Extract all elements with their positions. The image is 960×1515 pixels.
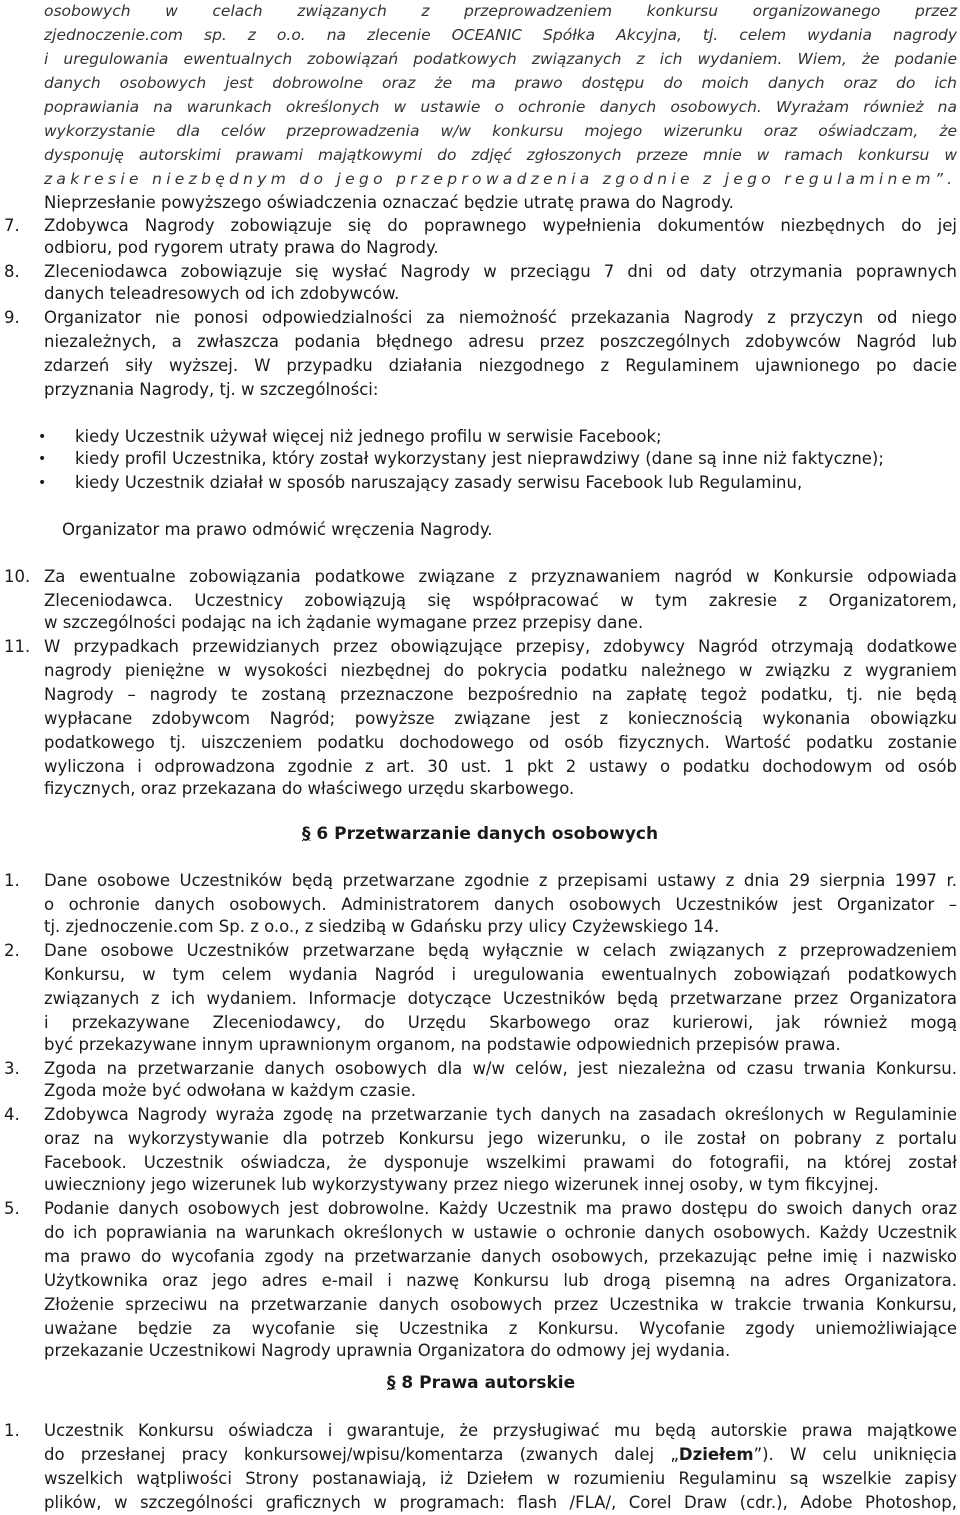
text-line: zdarzeń siły wyższej. W przypadku działania niezgodnego z Regulaminem ujawnionego po dacie xyxy=(44,356,957,375)
text-line: Złożenie sprzeciwu na przetwarzanie danych osobowych przez Uczestnika w trakcie trwania Konkursu, xyxy=(44,1295,957,1314)
defined-term: Dziełem xyxy=(678,1445,754,1464)
text-line: Konkursu, w tym celem wydania Nagród i uregulowania ewentualnych zobowiązań podatkowych xyxy=(44,965,957,984)
list-number: 9. xyxy=(4,308,20,327)
text-line: zjednoczenie.com sp. z o.o. na zlecenie OCEANIC Spółka Akcyjna, tj. celem wydania nagrody xyxy=(44,26,957,44)
list-number: 5. xyxy=(4,1199,20,1218)
text-line: ma prawo do wycofania zgody na przetwarzanie danych osobowych, przekazując pełne imię i nazwisko xyxy=(44,1247,957,1266)
text-line: Zleceniodawca. Uczestnicy zobowiązują się współpracować w tym zakresie z Organizatorem, xyxy=(44,591,957,610)
section-symbol: § xyxy=(302,824,311,844)
text-line: osobowych w celach związanych z przeprowadzeniem konkursu organizowanego przez xyxy=(44,2,957,20)
text-line: niezależnych, a zwłaszcza podania błędnego adresu przez poszczególnych zdobywców Nagród lub xyxy=(44,332,957,351)
list-number: 2. xyxy=(4,941,20,960)
text-line: związanych z ich wydaniem. Informacje dotyczące Uczestników będą przetwarzane przez Organizatora xyxy=(44,989,957,1008)
text-line: zakresie niezbędnym do jego przeprowadzenia zgodnie z jego regulaminem”. xyxy=(44,170,957,188)
text-line: Zdobywca Nagrody zobowiązuje się do poprawnego wypełnienia dokumentów niezbędnych do jej xyxy=(44,216,957,235)
text-line xyxy=(44,1444,957,1466)
text-line: Organizator ma prawo odmówić wręczenia Nagrody. xyxy=(62,520,493,539)
text-line: uważane będzie za wycofanie się Uczestnika z Konkursu. Wycofanie zgody uniemożliwiające xyxy=(44,1319,957,1338)
text-line: danych osobowych jest dobrowolne oraz że ma prawo dostępu do moich danych oraz do ich xyxy=(44,74,957,92)
list-number: 8. xyxy=(4,262,20,281)
text-line: Podanie danych osobowych jest dobrowolne. Każdy Uczestnik ma prawo dostępu do swoich danych oraz xyxy=(44,1199,957,1218)
text-line: danych teleadresowych od ich zdobywców. xyxy=(44,284,400,303)
text-line: Dane osobowe Uczestników będą przetwarzane zgodnie z przepisami ustawy z dnia 29 sierpnia 1997 r. xyxy=(44,871,957,890)
bullet-text: kiedy Uczestnik używał więcej niż jednego profilu w serwisie Facebook; xyxy=(75,427,662,446)
text-line: dysponuję autorskimi prawami majątkowymi do zdjęć zgłoszonych przeze mnie w ramach konkursu w xyxy=(44,146,957,164)
bullet-icon: • xyxy=(38,475,47,491)
bullet-icon: • xyxy=(38,451,47,467)
text-line: odbioru, pod rygorem utraty prawa do Nagrody. xyxy=(44,238,439,257)
text-line: nagrody pieniężne w wysokości niezbędnej do pokrycia podatku należnego w związku z wygraniem xyxy=(44,661,957,680)
text-line: być przekazywane innym uprawnionym organom, na podstawie odpowiednich przepisów prawa. xyxy=(44,1035,841,1054)
text-line: przekazanie Uczestnikowi Nagrody uprawnia Organizatora do odmowy jej wydania. xyxy=(44,1341,731,1360)
text-line: plików, w szczególności graficznych w programach: flash /FLA/, Corel Draw (cdr.), Adobe Photoshop, xyxy=(44,1493,957,1512)
text-line: podatkowego tj. uiszczeniem podatku dochodowego od osób fizycznych. Wartość podatku zostanie xyxy=(44,733,957,752)
text-line: oraz na wykorzystywanie dla potrzeb Konkursu jego wizerunku, o ile został on pobrany z portalu xyxy=(44,1129,957,1148)
section-heading xyxy=(387,1372,575,1394)
text-fragment: do przesłanej pracy konkursowej/wpisu/komentarza (zwanych dalej „ xyxy=(44,1445,679,1464)
text-fragment: ”). W celu uniknięcia xyxy=(753,1445,957,1464)
text-line: wypłacane zdobywcom Nagród; powyższe związane jest z koniecznością wykonania obowiązku xyxy=(44,709,957,728)
text-line: Facebook. Uczestnik oświadcza, że dysponuje wszelkimi prawami do fotografii, na której został xyxy=(44,1153,957,1172)
text-line: poprawiania na warunkach określonych w ustawie o ochronie danych osobowych. Wyrażam również na xyxy=(44,98,957,116)
list-number: 4. xyxy=(4,1105,20,1124)
list-number: 7. xyxy=(4,216,20,235)
text-line: o ochronie danych osobowych. Administratorem danych osobowych Uczestników jest Organizator – xyxy=(44,895,957,914)
bullet-icon: • xyxy=(38,429,47,445)
list-number: 10. xyxy=(4,567,31,586)
text-line: Zgoda może być odwołana w każdym czasie. xyxy=(44,1081,417,1100)
list-number: 11. xyxy=(4,637,31,656)
text-line: Dane osobowe Uczestników przetwarzane będą wyłącznie w celach związanych z przeprowadzeniem xyxy=(44,941,957,960)
section-symbol: § xyxy=(387,1373,396,1393)
text-line: W przypadkach przewidzianych przez obowiązujące przepisy, zdobywcy Nagród otrzymają dodatkowe xyxy=(44,637,957,656)
text-line: Zgoda na przetwarzanie danych osobowych dla w/w celów, jest niezależna od czasu trwania Konkursu. xyxy=(44,1059,957,1078)
text-line: do ich poprawiania na warunkach określonych w ustawie o ochronie danych osobowych. Każdy Uczestnik xyxy=(44,1223,957,1242)
text-line: wyliczona i odprowadzona zgodnie z art. 30 ust. 1 pkt 2 ustawy o podatku dochodowym od osób xyxy=(44,757,957,776)
text-line: Uczestnik Konkursu oświadcza i gwarantuje, że przysługiwać mu będą autorskie prawa majątkowe xyxy=(44,1421,957,1440)
text-line: w szczególności podając na ich żądanie wymagane przez przepisy dane. xyxy=(44,613,644,632)
text-line: przyznania Nagrody, tj. w szczególności: xyxy=(44,380,379,399)
text-line: Nagrody – nagrody te zostaną przeznaczone bezpośrednio na zapłatę tegoż podatku, tj. nie będą xyxy=(44,685,957,704)
text-line: Użytkownika oraz jego adres e-mail i nazwę Konkursu lub drogą pisemną na adres Organizatora. xyxy=(44,1271,957,1290)
list-number: 1. xyxy=(4,871,20,890)
text-line: i uregulowania ewentualnych zobowiązań podatkowych związanych z ich wydaniem. Wiem, że podanie xyxy=(44,50,957,68)
bullet-text: kiedy profil Uczestnika, który został wykorzystany jest nieprawdziwy (dane są inne niż faktyczne); xyxy=(75,449,884,468)
section-title: 8 Prawa autorskie xyxy=(395,1373,576,1393)
text-line: Za ewentualne zobowiązania podatkowe związane z przyznawaniem nagród w Konkursie odpowiada xyxy=(44,567,957,586)
bullet-text: kiedy Uczestnik działał w sposób naruszający zasady serwisu Facebook lub Regulaminu, xyxy=(75,473,803,492)
text-line: Organizator nie ponosi odpowiedzialności za niemożność przekazania Nagrody z przyczyn od niego xyxy=(44,308,957,327)
text-line: Zleceniodawca zobowiązuje się wysłać Nagrody w przeciągu 7 dni od daty otrzymania poprawnych xyxy=(44,262,957,281)
section-heading xyxy=(302,823,658,845)
list-number: 3. xyxy=(4,1059,20,1078)
section-title: 6 Przetwarzanie danych osobowych xyxy=(310,824,659,844)
list-number: 1. xyxy=(4,1421,20,1440)
text-line: tj. zjednoczenie.com Sp. z o.o., z siedzibą w Gdańsku przy ulicy Czyżewskiego 14. xyxy=(44,917,720,936)
text-line: uwieczniony jego wizerunek lub wykorzystywany przez niego wizerunek innej osoby, w tym fikcyjnej. xyxy=(44,1175,879,1194)
text-line: fizycznych, oraz przekazana do właściwego urzędu skarbowego. xyxy=(44,779,575,798)
text-line: wykorzystanie dla celów przeprowadzenia w/w konkursu mojego wizerunku oraz oświadczam, że xyxy=(44,122,957,140)
text-line: wszelkich wątpliwości Strony postanawiają, iż Dziełem w rozumieniu Regulaminu są wszelkie zapisy xyxy=(44,1469,957,1488)
text-line: Zdobywca Nagrody wyraża zgodę na przetwarzanie tych danych na zasadach określonych w Regulaminie xyxy=(44,1105,957,1124)
text-line: i przekazywane Zleceniodawcy, do Urzędu Skarbowego oraz kurierowi, jak również mogą xyxy=(44,1013,957,1032)
text-line: Nieprzesłanie powyższego oświadczenia oznaczać będzie utratę prawa do Nagrody. xyxy=(44,193,734,212)
